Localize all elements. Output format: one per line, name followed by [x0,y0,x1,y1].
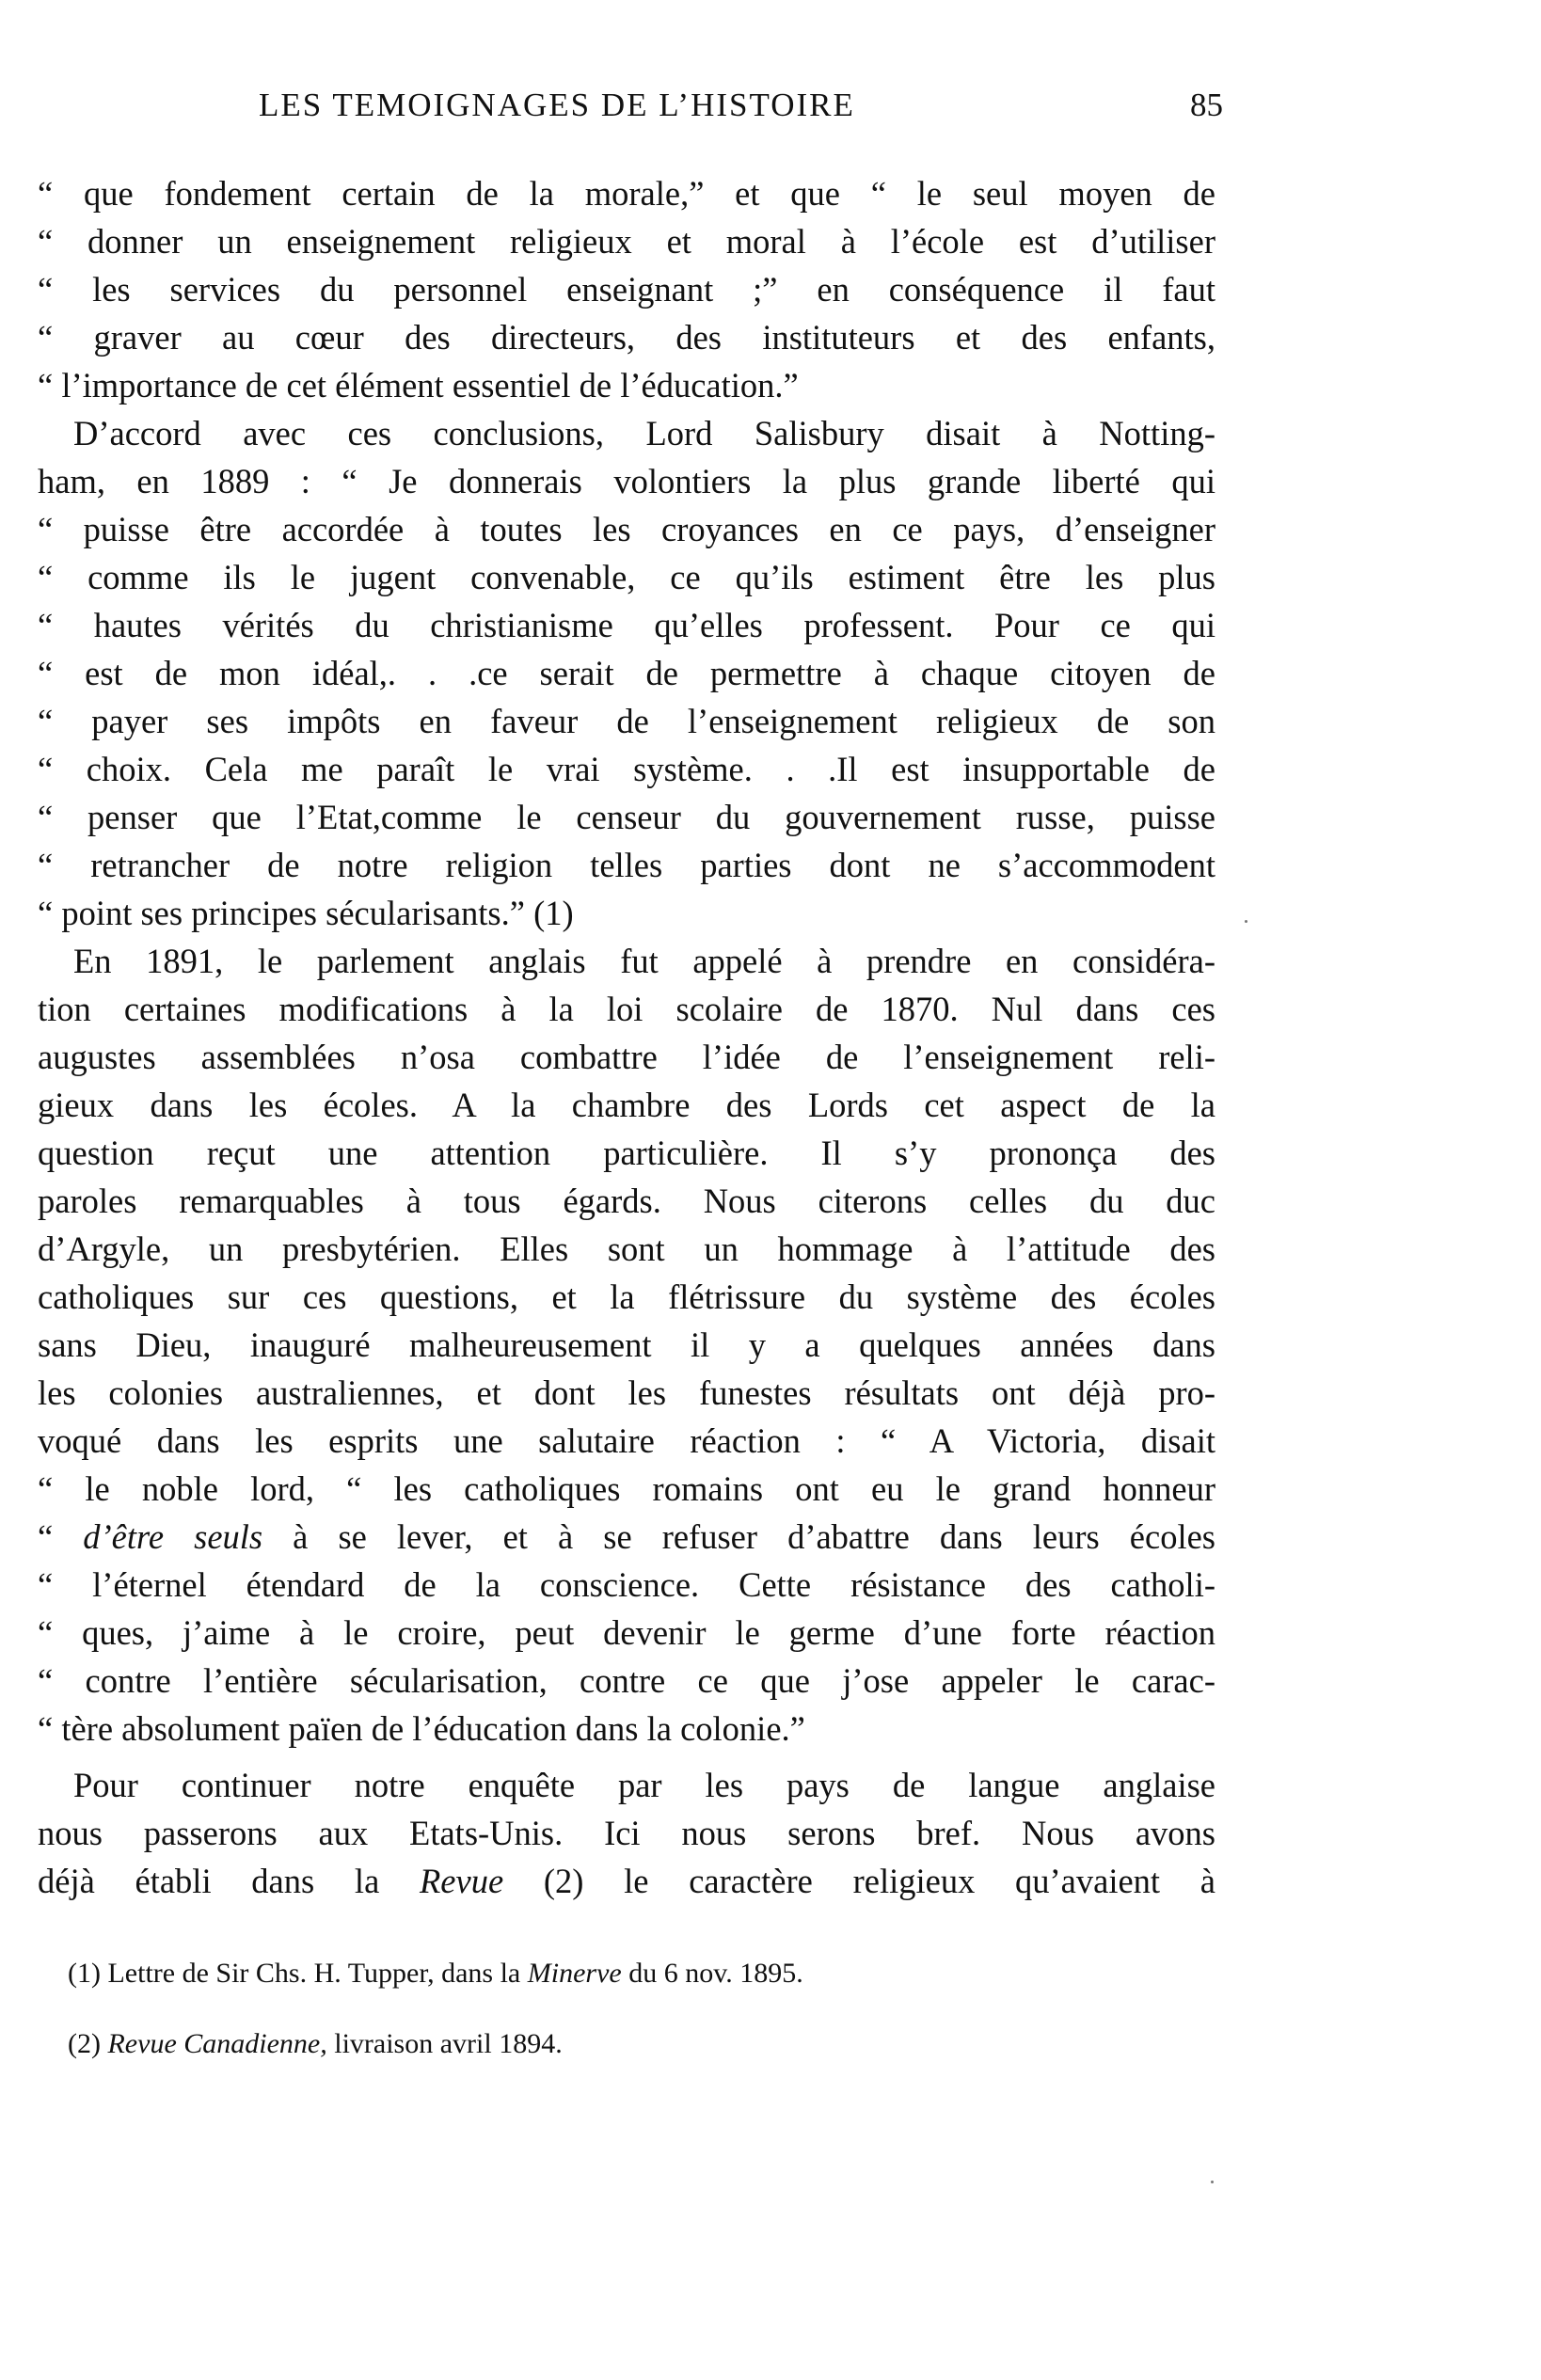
text-line: “ point ses principes sécularisants.” (1) [38,894,574,932]
page-header [56,87,1223,143]
text-line: “ graver au cœur des directeurs, des instituteurs et des enfants, [38,318,1215,357]
quote-mark: “ [38,1517,84,1556]
text-line: “ ques, j’aime à le croire, peut devenir le germe d’une forte réaction [38,1613,1215,1652]
journal-title: Revue [420,1862,504,1900]
text-line: “ que fondement certain de la morale,” et que “ le seul moyen de [38,174,1215,213]
text-line: En 1891, le parlement anglais fut appelé à prendre en considéra- [73,942,1215,980]
text-line: gieux dans les écoles. A la chambre des Lords cet aspect de la [38,1086,1215,1124]
text-line: “ choix. Cela me paraît le vrai système. . .Il est insupportable de [38,750,1215,788]
text-line: “ retrancher de notre religion telles parties dont ne s’accommodent [38,846,1215,884]
text-line: “ tère absolument païen de l’éducation dans la colonie.” [38,1709,805,1748]
text-line: d’Argyle, un presbytérien. Elles sont un hommage à l’attitude des [38,1230,1215,1268]
text-line: question reçut une attention particulière. Il s’y prononça des [38,1134,1215,1172]
line-rest: à se lever, et à se refuser d’abattre dans leurs écoles [262,1517,1215,1556]
text-line: “ payer ses impôts en faveur de l’enseignement religieux de son [38,702,1215,740]
text-line: “ l’éternel étendard de la conscience. Cette résistance des catholi- [38,1565,1215,1604]
footnote-2 [68,2025,563,2063]
text-line: catholiques sur ces questions, et la flétrissure du système des écoles [38,1277,1215,1316]
footnote-number: (1) [68,1958,101,1989]
text-line: “ l’importance de cet élément essentiel de l’éducation.” [38,366,799,405]
text-line: “ donner un enseignement religieux et moral à l’école est d’utiliser [38,222,1215,261]
text-line: “ hautes vérités du christianisme qu’elles professent. Pour ce qui [38,606,1215,644]
text-line: sans Dieu, inauguré malheureusement il y a quelques années dans [38,1325,1215,1364]
speck-mark [1245,920,1247,923]
text-line: “ les services du personnel enseignant ;” en conséquence il faut [38,270,1215,309]
text-line: “ comme ils le jugent convenable, ce qu’ils estiment être les plus [38,558,1215,596]
page-number: 85 [1190,87,1223,123]
footnote-italic: Minerve [527,1958,622,1989]
text-line: “ puisse être accordée à toutes les croyances en ce pays, d’enseigner [38,510,1215,548]
text-line: Pour continuer notre enquête par les pays de langue anglaise [73,1766,1215,1804]
text-line: “ le noble lord, “ les catholiques romains ont eu le grand honneur [38,1469,1215,1508]
text-line: augustes assemblées n’osa combattre l’idée de l’enseignement reli- [38,1038,1215,1076]
line-rest: (2) le caractère religieux qu’avaient à [503,1862,1215,1900]
footnote-italic: Revue Canadienne, [107,2028,327,2059]
text-line: nous passerons aux Etats-Unis. Ici nous serons bref. Nous avons [38,1814,1215,1852]
footnote-text: du 6 nov. 1895. [621,1958,803,1989]
text-line: voqué dans les esprits une salutaire réaction : “ A Victoria, disait [38,1421,1215,1460]
text-line: tion certaines modifications à la loi scolaire de 1870. Nul dans ces [38,990,1215,1028]
text-line: “ contre l’entière sécularisation, contre ce que j’ose appeler le carac- [38,1661,1215,1700]
speck-mark [1211,2181,1214,2183]
footnote-text: Lettre de Sir Chs. H. Tupper, dans la [100,1958,528,1989]
italic-emphasis: d’être seuls [83,1517,263,1556]
text-line: les colonies australiennes, et dont les funestes résultats ont déjà pro- [38,1373,1215,1412]
text-line [38,1859,1215,1904]
line-start: déjà établi dans la [38,1862,420,1900]
footnote-number: (2) [68,2028,101,2059]
footnote-text: livraison avril 1894. [326,2028,563,2059]
text-line: “ est de mon idéal,. . .ce serait de permettre à chaque citoyen de [38,654,1215,692]
text-line: paroles remarquables à tous égards. Nous citerons celles du duc [38,1182,1215,1220]
footnote-1 [68,1955,803,1992]
text-line: ham, en 1889 : “ Je donnerais volontiers la plus grande liberté qui [38,462,1215,500]
text-line [38,1515,1215,1560]
text-line: D’accord avec ces conclusions, Lord Salisbury disait à Notting- [73,414,1215,452]
text-line: “ penser que l’Etat,comme le censeur du gouvernement russe, puisse [38,798,1215,836]
running-title: LES TEMOIGNAGES DE L’HISTOIRE [259,87,855,123]
